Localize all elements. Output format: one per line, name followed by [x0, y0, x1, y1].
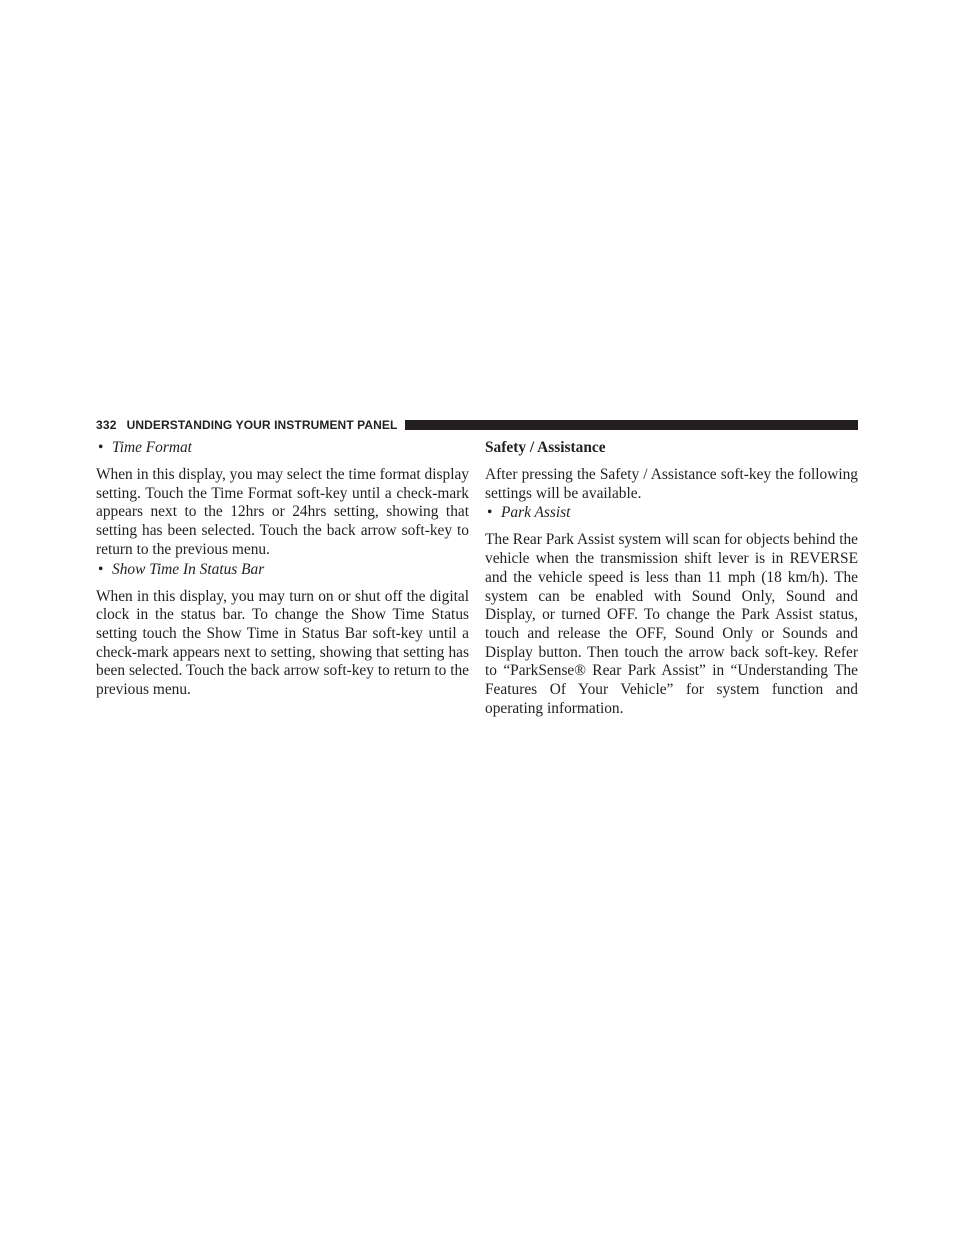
bullet-park-assist-label: Park Assist: [501, 504, 571, 522]
left-column: [96, 438, 469, 700]
time-format-paragraph: When in this display, you may select the time format display setting. Touch the Time Format soft-key until a check-mark appears next to the 12hrs or 24hrs setting, showing that setting has been selected. Touch the back arrow soft-key to return to the previous menu.: [96, 466, 469, 558]
bullet-park-assist: [485, 503, 858, 523]
bullet-dot: •: [98, 560, 104, 578]
bullet-dot: •: [487, 504, 493, 522]
bullet-show-time-label: Show Time In Status Bar: [112, 560, 265, 578]
page-header: [96, 417, 858, 433]
safety-intro-paragraph: After pressing the Safety / Assistance soft-key the following settings will be available.: [485, 466, 858, 502]
bullet-show-time: [96, 560, 469, 580]
section-title: UNDERSTANDING YOUR INSTRUMENT PANEL: [126, 418, 398, 432]
bullet-time-format-label: Time Format: [112, 439, 192, 456]
header-rule-bar: [405, 420, 858, 430]
show-time-paragraph: When in this display, you may turn on or shut off the digital clock in the status bar. To change the Show Time Status setting touch the Show Time in Status Bar soft-key until a check-mark appears next to setting, showing that setting has been selected. Touch the back arrow soft-key to return to the previous menu.: [96, 587, 469, 699]
bullet-dot: •: [98, 439, 104, 456]
page-number: 332: [96, 418, 117, 432]
bullet-time-format: [96, 438, 469, 458]
right-column: [485, 438, 858, 718]
park-assist-paragraph: The Rear Park Assist system will scan for objects behind the vehicle when the transmission shift lever is in REVERSE and the vehicle speed is less than 11 mph (18 km/h). The system can be enabled with Sound Only, Sound and Display, or turned OFF. To change the Park Assist status, touch and release the OFF, Sound Only or Sounds and Display button. Then touch the arrow back soft-key. Refer to “ParkSense® Rear Park Assist” in “Understanding The Features Of Your Vehicle” for system function and operating information.: [485, 531, 858, 717]
safety-assistance-heading: Safety / Assistance: [485, 439, 606, 456]
